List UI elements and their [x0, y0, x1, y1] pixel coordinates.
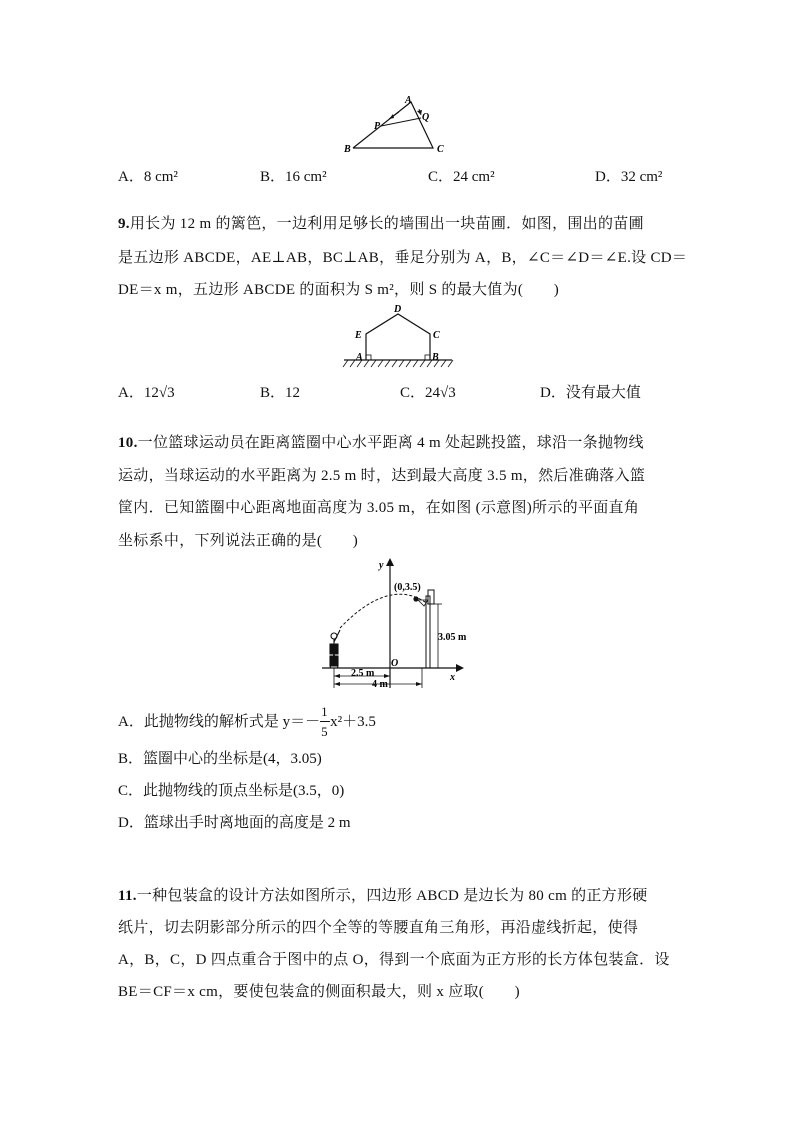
q8-label-b: B — [344, 144, 351, 155]
q8-triangle-figure — [335, 92, 455, 156]
q8-option-b: B．16 cm² — [260, 169, 327, 185]
q8-option-c: C．24 cm² — [428, 169, 495, 185]
q10-label-o: O — [391, 658, 399, 669]
q8-label-p: P — [374, 121, 381, 132]
q10-option-a-fraction: $\frac{1}{5}$ — [320, 716, 330, 730]
q9-line-1: 9.用长为 12 m 的篱笆，一边利用足够长的墙围出一块苗圃．如图，围出的苗圃 — [118, 216, 644, 232]
q8-option-a: A．8 cm² — [118, 169, 178, 185]
q10-line-3: 筐内．已知篮圈中心距离地面高度为 3.05 m，在如图 (示意图)所示的平面直角 — [118, 500, 640, 516]
q11-line-3: A，B，C，D 四点重合于图中的点 O，得到一个底面为正方形的长方体包装盒．设 — [118, 952, 670, 968]
q10-option-c: C．此抛物线的顶点坐标是(3.5，0) — [118, 783, 345, 799]
q9-pentagon-figure — [340, 302, 460, 372]
q10-label-x: x — [450, 672, 455, 683]
q9-label-d: D — [394, 304, 402, 315]
q10-line-2: 运动，当球运动的水平距离为 2.5 m 时，达到最大高度 3.5 m，然后准确落入篮 — [118, 468, 646, 484]
q8-label-a: A — [405, 95, 412, 106]
q9-option-c: C．24√3 — [400, 385, 456, 401]
q9-option-d: D．没有最大值 — [540, 385, 641, 401]
q9-label-e: E — [355, 330, 362, 341]
q10-line-1: 10.一位篮球运动员在距离篮圈中心水平距离 4 m 处起跳投篮，球沿一条抛物线 — [118, 435, 644, 451]
q8-label-q: Q — [422, 112, 430, 123]
q10-basketball-figure — [318, 556, 468, 694]
q9-option-b: B．12 — [260, 385, 301, 401]
q8-label-c: C — [437, 144, 444, 155]
q11-line-2: 纸片，切去阴影部分所示的四个全等的等腰直角三角形，再沿虚线折起，使得 — [118, 920, 639, 936]
q10-option-d: D．篮球出手时离地面的高度是 2 m — [118, 815, 351, 831]
q10-label-y: y — [379, 560, 384, 571]
q11-line-4: BE＝CF＝x cm，要使包装盒的侧面积最大，则 x 应取( ) — [118, 984, 520, 1000]
q11-line-1: 11.一种包装盒的设计方法如图所示，四边形 ABCD 是边长为 80 cm 的正方形硬 — [118, 888, 648, 904]
q10-label-vertex: (0,3.5) — [394, 582, 421, 593]
q8-option-d: D．32 cm² — [595, 169, 663, 185]
q9-line-3: DE＝x m，五边形 ABCDE 的面积为 S m²，则 S 的最大值为( ) — [118, 282, 560, 298]
q9-line-2: 是五边形 ABCDE，AE⊥AB，BC⊥AB，垂足分别为 A，B，∠C＝∠D＝∠E.设 CD＝ — [118, 250, 688, 266]
q10-line-4: 坐标系中，下列说法正确的是( ) — [118, 533, 359, 549]
q9-label-b: B — [432, 352, 439, 363]
q10-option-a: A．此抛物线的解析式是 y＝－ $\frac{1}{5}$ x²＋3.5 — [118, 703, 376, 739]
q10-label-dist1: 2.5 m — [351, 668, 375, 679]
q10-label-height: 3.05 m — [438, 632, 467, 643]
q9-option-a: A．12√3 — [118, 385, 175, 401]
q9-label-c: C — [433, 330, 440, 341]
q10-option-b: B．篮圈中心的坐标是(4，3.05) — [118, 751, 322, 767]
q9-label-a: A — [356, 352, 363, 363]
q10-label-dist2: 4 m — [372, 679, 388, 690]
